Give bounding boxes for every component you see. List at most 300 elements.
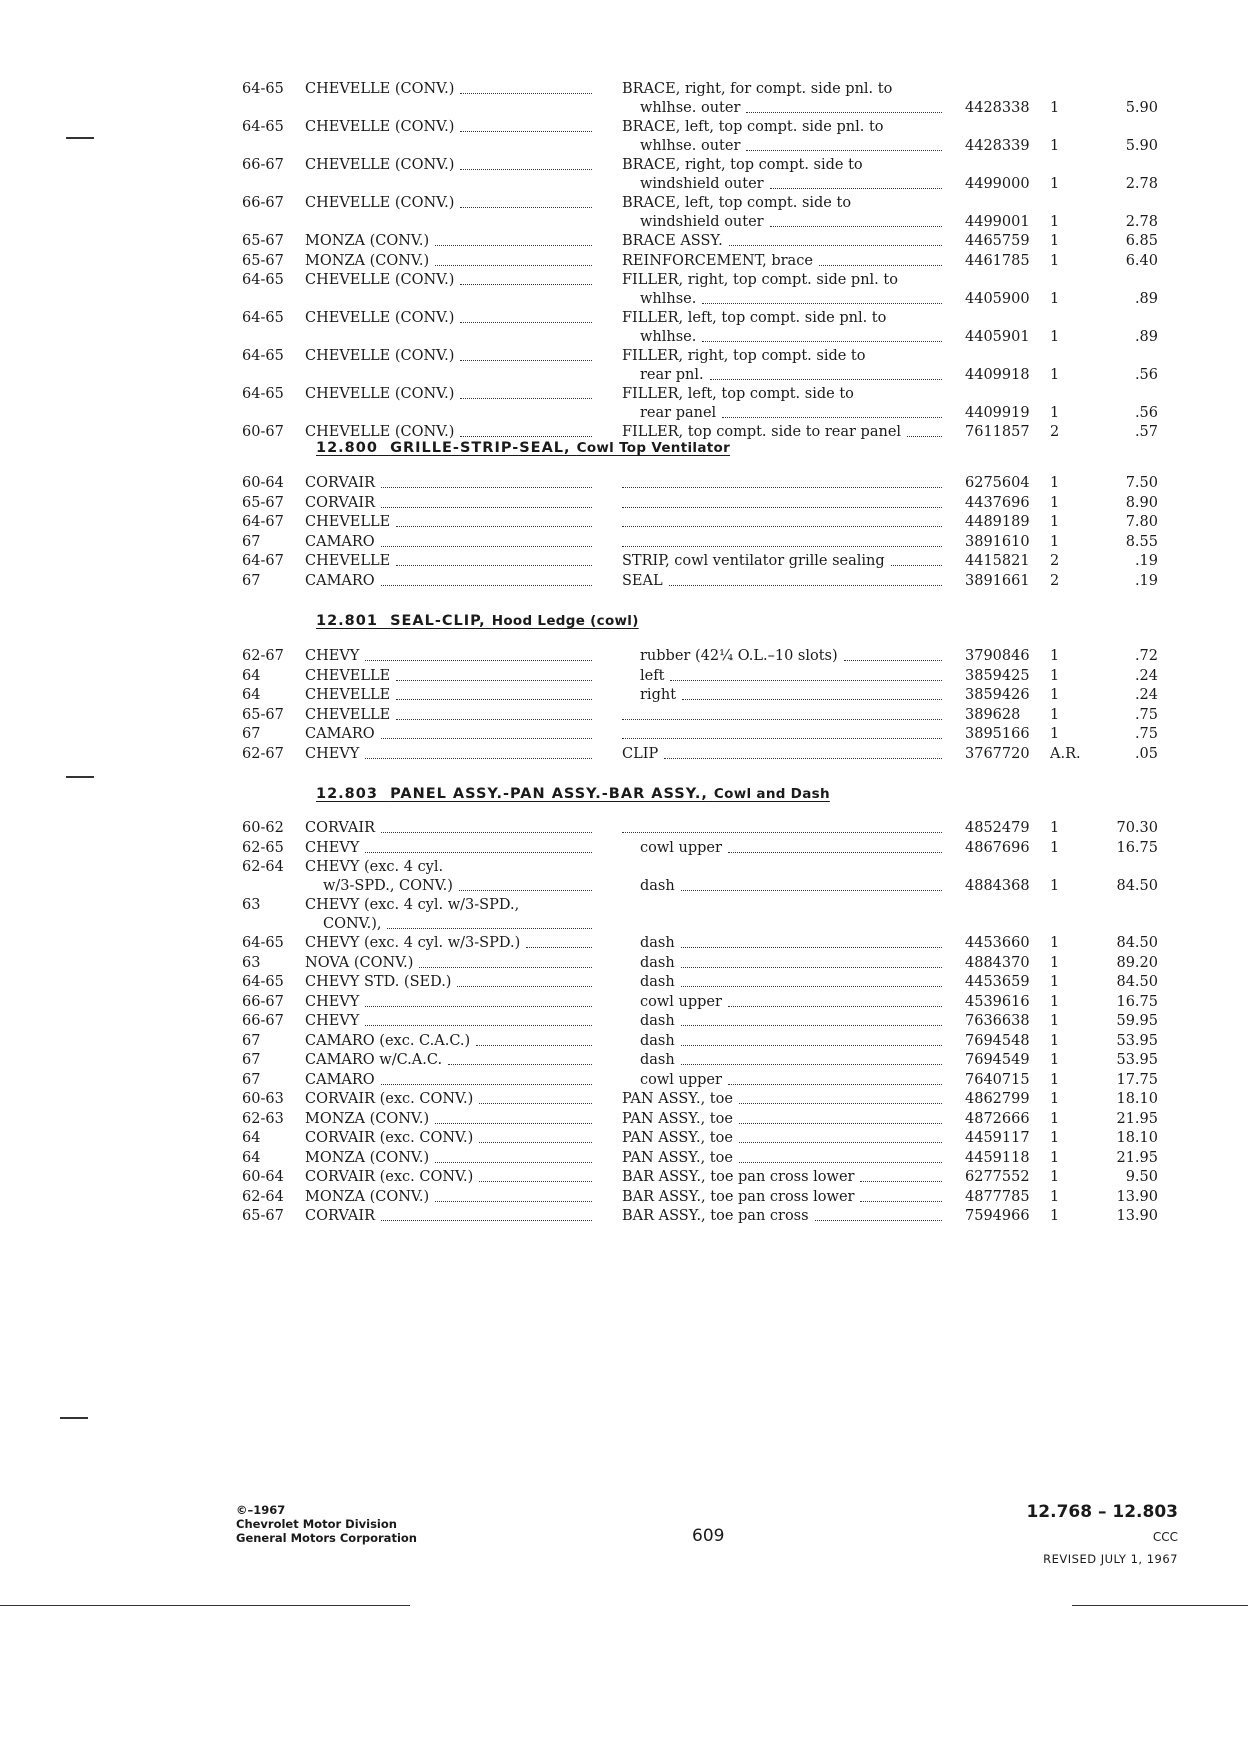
parts-row: [0, 896, 1248, 934]
price: 13.90: [1116, 1208, 1158, 1224]
vehicle-model: CHEVY: [305, 839, 360, 856]
model-years: 60-64: [242, 1169, 284, 1185]
quantity: 1: [1050, 687, 1060, 703]
vehicle-model: CHEVELLE (CONV.): [305, 119, 455, 135]
part-description: left: [640, 667, 665, 684]
dot-leader: [365, 852, 592, 853]
model-years: 65-67: [242, 252, 284, 269]
vehicle-model: MONZA (CONV.): [305, 1188, 430, 1205]
model-years: 64: [242, 687, 261, 703]
model-years: 67: [242, 726, 261, 742]
part-description: whlhse.: [640, 329, 697, 345]
parts-row: [0, 309, 1248, 347]
parts-row: [0, 934, 1248, 954]
dot-leader: [365, 660, 592, 661]
price: 7.80: [1125, 514, 1158, 530]
part-number: 4415821: [965, 553, 1030, 569]
dot-leader: [381, 1220, 592, 1221]
model-years: 62-64: [242, 859, 284, 875]
revision-date: REVISED JULY 1, 1967: [1043, 1552, 1178, 1566]
part-number: 4428339: [965, 138, 1030, 154]
parts-row: [0, 686, 1248, 706]
part-description: SEAL: [622, 572, 663, 589]
price: 7.50: [1125, 475, 1158, 491]
parts-row: [0, 347, 1248, 385]
page-number: 609: [692, 1526, 725, 1546]
dot-leader: [460, 131, 592, 132]
vehicle-model: CHEVY (exc. 4 cyl. w/3-SPD.,: [305, 897, 520, 913]
model-years: 62-64: [242, 1188, 284, 1205]
part-number: 4453660: [965, 935, 1030, 951]
part-description: dash: [640, 954, 675, 971]
vehicle-model: CAMARO: [305, 726, 375, 742]
dot-leader: [728, 1006, 942, 1007]
dot-leader: [669, 585, 942, 586]
part-description: dash: [640, 878, 675, 894]
part-description: dash: [640, 1013, 675, 1029]
quantity: 1: [1050, 1110, 1060, 1127]
price: 53.95: [1116, 1032, 1158, 1049]
vehicle-model: MONZA (CONV.): [305, 233, 430, 249]
vehicle-model: CHEVY: [305, 1013, 360, 1029]
price: 6.40: [1125, 252, 1158, 269]
dot-leader: [702, 341, 942, 342]
vehicle-model: CORVAIR: [305, 1208, 375, 1224]
quantity: 1: [1050, 1208, 1060, 1224]
dot-leader: [396, 680, 592, 681]
model-years: 64-65: [242, 974, 284, 990]
part-description: FILLER, top compt. side to rear panel: [622, 424, 902, 440]
part-number: 4461785: [965, 252, 1030, 269]
parts-row: [0, 1188, 1248, 1208]
price: .72: [1134, 648, 1158, 664]
part-number: 7694548: [965, 1032, 1030, 1049]
dot-leader: [460, 322, 592, 323]
part-description: FILLER, left, top compt. side to: [622, 386, 854, 402]
model-years: 67: [242, 533, 261, 550]
part-number: 3859425: [965, 667, 1030, 684]
model-years: 62-67: [242, 745, 284, 762]
dot-leader: [844, 660, 942, 661]
model-years: 64: [242, 1130, 261, 1146]
dot-leader: [860, 1181, 942, 1182]
part-description: BRACE, right, for compt. side pnl. to: [622, 81, 893, 97]
quantity: 1: [1050, 514, 1060, 530]
quantity: 1: [1050, 1032, 1060, 1049]
dot-leader: [459, 890, 592, 891]
model-years: 67: [242, 1032, 261, 1049]
quantity: 1: [1050, 648, 1060, 664]
vehicle-model: CHEVELLE: [305, 553, 391, 569]
dot-leader: [739, 1162, 942, 1163]
part-number: 7694549: [965, 1052, 1030, 1068]
part-number: 4862799: [965, 1091, 1030, 1107]
quantity: 1: [1050, 494, 1060, 511]
dot-leader: [739, 1103, 942, 1104]
price: .19: [1134, 572, 1158, 589]
dot-leader: [907, 436, 942, 437]
vehicle-model: CORVAIR (exc. CONV.): [305, 1091, 474, 1107]
dot-leader: [396, 565, 592, 566]
price: .75: [1134, 706, 1158, 723]
model-years: 66-67: [242, 1013, 284, 1029]
vehicle-model: CHEVY: [305, 745, 360, 762]
section-seal-clip: [0, 647, 1248, 764]
bottom-rule-left: [0, 1605, 410, 1606]
dot-leader: [476, 1045, 592, 1046]
dot-leader: [460, 169, 592, 170]
price: 21.95: [1116, 1110, 1158, 1127]
part-description: dash: [640, 1052, 675, 1068]
section-heading-12-803: [316, 786, 830, 802]
model-years: 64-65: [242, 386, 284, 402]
part-number: 4428338: [965, 100, 1030, 116]
parts-row: [0, 494, 1248, 514]
part-description: dash: [640, 974, 675, 990]
section-panel-pan-bar: [0, 819, 1248, 1227]
price: 21.95: [1116, 1149, 1158, 1166]
parts-row: [0, 118, 1248, 156]
dot-leader: [710, 379, 942, 380]
price: .75: [1134, 726, 1158, 742]
dot-leader: [526, 947, 592, 948]
price: 6.85: [1125, 233, 1158, 249]
dot-leader: [381, 585, 592, 586]
part-number: 4539616: [965, 993, 1030, 1010]
quantity: 1: [1050, 954, 1060, 971]
dot-leader: [381, 487, 592, 488]
part-number: 3790846: [965, 648, 1030, 664]
vehicle-model: CAMARO: [305, 533, 375, 550]
price: 8.55: [1125, 533, 1158, 550]
price: .05: [1134, 745, 1158, 762]
dot-leader: [460, 398, 592, 399]
model-years: 64: [242, 667, 261, 684]
parts-row: [0, 474, 1248, 494]
quantity: 2: [1050, 424, 1060, 440]
dot-leader: [729, 245, 942, 246]
dot-leader: [460, 360, 592, 361]
price: 13.90: [1116, 1188, 1158, 1205]
quantity: 1: [1050, 667, 1060, 684]
vehicle-model: CORVAIR (exc. CONV.): [305, 1169, 474, 1185]
dot-leader: [365, 1025, 592, 1026]
part-description: windshield outer: [640, 214, 764, 230]
part-description: BAR ASSY., toe pan cross lower: [622, 1188, 855, 1205]
dot-leader: [815, 1220, 942, 1221]
section-grille-strip-seal: [0, 474, 1248, 591]
part-number: 4884370: [965, 954, 1030, 971]
part-number: 4409919: [965, 405, 1030, 421]
model-years: 64: [242, 1149, 261, 1166]
dot-leader: [739, 1142, 942, 1143]
vehicle-model: CHEVELLE (CONV.): [305, 81, 455, 97]
part-number: 3891610: [965, 533, 1030, 550]
part-description: CLIP: [622, 745, 659, 762]
group-range: 12.768 – 12.803: [1026, 1502, 1178, 1522]
parts-row: [0, 1071, 1248, 1091]
part-description: REINFORCEMENT, brace: [622, 252, 813, 269]
parts-row: [0, 667, 1248, 687]
part-description: windshield outer: [640, 176, 764, 192]
parts-row: [0, 1110, 1248, 1130]
parts-row: [0, 271, 1248, 309]
quantity: 1: [1050, 1071, 1060, 1088]
parts-row: [0, 156, 1248, 194]
section-heading-12-800: [316, 440, 730, 456]
parts-row: [0, 973, 1248, 993]
price: 89.20: [1116, 954, 1158, 971]
section-subtitle: Cowl Top Ventilator: [576, 440, 731, 456]
dot-leader: [681, 1025, 942, 1026]
dot-leader: [435, 1162, 592, 1163]
vehicle-model: CHEVELLE (CONV.): [305, 195, 455, 211]
price: 18.10: [1116, 1130, 1158, 1146]
dot-leader: [819, 265, 942, 266]
price: 17.75: [1116, 1071, 1158, 1088]
part-number: 4872666: [965, 1110, 1030, 1127]
price: .89: [1134, 291, 1158, 307]
vehicle-model: MONZA (CONV.): [305, 1110, 430, 1127]
vehicle-model: CHEVELLE (CONV.): [305, 157, 455, 173]
part-description: cowl upper: [640, 1071, 722, 1088]
dot-leader: [435, 265, 592, 266]
dot-leader: [622, 546, 942, 547]
vehicle-model: CHEVY: [305, 648, 360, 664]
price: 5.90: [1125, 138, 1158, 154]
part-number: 7636638: [965, 1013, 1030, 1029]
part-number: 6277552: [965, 1169, 1030, 1185]
parts-row: [0, 1012, 1248, 1032]
part-description: BAR ASSY., toe pan cross: [622, 1208, 809, 1224]
parts-row: [0, 252, 1248, 272]
quantity: 1: [1050, 993, 1060, 1010]
model-years: 60-67: [242, 424, 284, 440]
dot-leader: [739, 1123, 942, 1124]
parts-row: [0, 1129, 1248, 1149]
dot-leader: [381, 1084, 592, 1085]
section-number: 12.800: [316, 440, 378, 456]
model-years: 60-64: [242, 475, 284, 491]
bottom-rule-right: [1072, 1605, 1248, 1606]
price: 53.95: [1116, 1052, 1158, 1068]
section-title: GRILLE-STRIP-SEAL,: [390, 440, 571, 456]
binding-mark: [60, 1417, 88, 1419]
parts-row: [0, 993, 1248, 1013]
part-description: STRIP, cowl ventilator grille sealing: [622, 553, 885, 569]
parts-row: [0, 725, 1248, 745]
section-title: PANEL ASSY.-PAN ASSY.-BAR ASSY.,: [390, 786, 708, 802]
parts-row: [0, 194, 1248, 232]
quantity: 1: [1050, 1091, 1060, 1107]
dot-leader: [702, 303, 942, 304]
group-range-info: [1026, 1502, 1178, 1566]
dot-leader: [396, 699, 592, 700]
dot-leader: [387, 928, 592, 929]
model-years: 64-65: [242, 119, 284, 135]
quantity: 1: [1050, 1013, 1060, 1029]
dot-leader: [381, 832, 592, 833]
vehicle-model: CHEVY (exc. 4 cyl.: [305, 859, 444, 875]
parts-row: [0, 647, 1248, 667]
quantity: 1: [1050, 291, 1060, 307]
parts-row: [0, 80, 1248, 118]
vehicle-model: w/3-SPD., CONV.): [323, 878, 453, 894]
section-number: 12.801: [316, 613, 378, 629]
catalog-code: CCC: [1152, 1530, 1178, 1544]
part-description: rear pnl.: [640, 367, 704, 383]
vehicle-model: MONZA (CONV.): [305, 252, 430, 269]
binding-mark: [66, 776, 94, 778]
dot-leader: [622, 738, 942, 739]
vehicle-model: CHEVELLE: [305, 667, 391, 684]
binding-mark: [66, 137, 94, 139]
dot-leader: [460, 93, 592, 94]
quantity: 1: [1050, 726, 1060, 742]
vehicle-model: CHEVY (exc. 4 cyl. w/3-SPD.): [305, 935, 521, 951]
quantity: 1: [1050, 533, 1060, 550]
dot-leader: [682, 699, 942, 700]
price: 5.90: [1125, 100, 1158, 116]
quantity: 1: [1050, 252, 1060, 269]
quantity: 1: [1050, 329, 1060, 345]
dot-leader: [381, 507, 592, 508]
dot-leader: [746, 112, 942, 113]
model-years: 67: [242, 572, 261, 589]
dot-leader: [448, 1064, 592, 1065]
vehicle-model: CAMARO (exc. C.A.C.): [305, 1032, 471, 1049]
quantity: 1: [1050, 1188, 1060, 1205]
part-number: 7594966: [965, 1208, 1030, 1224]
model-years: 63: [242, 954, 261, 971]
quantity: 1: [1050, 974, 1060, 990]
vehicle-model: CHEVELLE: [305, 706, 391, 723]
part-number: 3895166: [965, 726, 1030, 742]
part-description: PAN ASSY., toe: [622, 1110, 733, 1127]
quantity: 1: [1050, 475, 1060, 491]
part-description: dash: [640, 935, 675, 951]
dot-leader: [435, 1123, 592, 1124]
model-years: 65-67: [242, 494, 284, 511]
corporation-line: General Motors Corporation: [236, 1531, 417, 1545]
quantity: 1: [1050, 706, 1060, 723]
parts-row: [0, 513, 1248, 533]
price: .19: [1134, 553, 1158, 569]
part-number: 7611857: [965, 424, 1030, 440]
quantity: 1: [1050, 1149, 1060, 1166]
model-years: 64-65: [242, 935, 284, 951]
model-years: 65-67: [242, 706, 284, 723]
price: 2.78: [1125, 214, 1158, 230]
dot-leader: [381, 546, 592, 547]
vehicle-model: CHEVELLE (CONV.): [305, 348, 455, 364]
dot-leader: [479, 1142, 592, 1143]
quantity: 1: [1050, 820, 1060, 836]
part-description: whlhse.: [640, 291, 697, 307]
dot-leader: [728, 852, 942, 853]
part-number: 4867696: [965, 839, 1030, 856]
part-description: FILLER, right, top compt. side pnl. to: [622, 272, 898, 288]
parts-row: [0, 533, 1248, 553]
part-number: 6275604: [965, 475, 1030, 491]
part-description: BRACE, right, top compt. side to: [622, 157, 863, 173]
vehicle-model: CHEVY: [305, 993, 360, 1010]
vehicle-model: CHEVELLE (CONV.): [305, 272, 455, 288]
quantity: 1: [1050, 214, 1060, 230]
model-years: 65-67: [242, 233, 284, 249]
part-number: 4405901: [965, 329, 1030, 345]
parts-row: [0, 954, 1248, 974]
parts-row: [0, 1168, 1248, 1188]
part-number: 7640715: [965, 1071, 1030, 1088]
part-number: 4499001: [965, 214, 1030, 230]
quantity: 1: [1050, 233, 1060, 249]
model-years: 62-67: [242, 648, 284, 664]
dot-leader: [622, 832, 942, 833]
quantity: 1: [1050, 878, 1060, 894]
vehicle-model: CHEVELLE (CONV.): [305, 386, 455, 402]
model-years: 66-67: [242, 993, 284, 1010]
part-number: 4465759: [965, 233, 1030, 249]
publisher-credit: [236, 1503, 417, 1545]
model-years: 60-63: [242, 1091, 284, 1107]
part-description: FILLER, right, top compt. side to: [622, 348, 866, 364]
price: .24: [1134, 687, 1158, 703]
part-description: cowl upper: [640, 993, 722, 1010]
parts-row: [0, 745, 1248, 765]
quantity: 1: [1050, 100, 1060, 116]
parts-row: [0, 858, 1248, 896]
parts-row: [0, 1149, 1248, 1169]
parts-row: [0, 572, 1248, 592]
quantity: 1: [1050, 1052, 1060, 1068]
copyright-line: ©–1967: [236, 1503, 286, 1517]
price: .56: [1134, 405, 1158, 421]
part-number: 4852479: [965, 820, 1030, 836]
price: 84.50: [1116, 935, 1158, 951]
part-number: 3891661: [965, 572, 1030, 589]
price: 16.75: [1116, 839, 1158, 856]
parts-row: [0, 552, 1248, 572]
vehicle-model: CORVAIR: [305, 820, 375, 836]
dot-leader: [479, 1181, 592, 1182]
part-number: 4884368: [965, 878, 1030, 894]
quantity: 1: [1050, 367, 1060, 383]
model-years: 64-65: [242, 348, 284, 364]
part-description: PAN ASSY., toe: [622, 1091, 733, 1107]
parts-row: [0, 1090, 1248, 1110]
quantity: 1: [1050, 138, 1060, 154]
parts-row: [0, 1207, 1248, 1227]
vehicle-model: CORVAIR (exc. CONV.): [305, 1130, 474, 1146]
price: 2.78: [1125, 176, 1158, 192]
price: 70.30: [1116, 820, 1158, 836]
part-description: whlhse. outer: [640, 138, 741, 154]
dot-leader: [435, 245, 592, 246]
dot-leader: [860, 1201, 942, 1202]
quantity: A.R.: [1050, 745, 1081, 762]
quantity: 1: [1050, 405, 1060, 421]
price: 16.75: [1116, 993, 1158, 1010]
dot-leader: [396, 719, 592, 720]
model-years: 66-67: [242, 195, 284, 211]
dot-leader: [365, 1006, 592, 1007]
part-number: 4453659: [965, 974, 1030, 990]
quantity: 1: [1050, 176, 1060, 192]
parts-row: [0, 839, 1248, 859]
dot-leader: [622, 507, 942, 508]
quantity: 1: [1050, 935, 1060, 951]
